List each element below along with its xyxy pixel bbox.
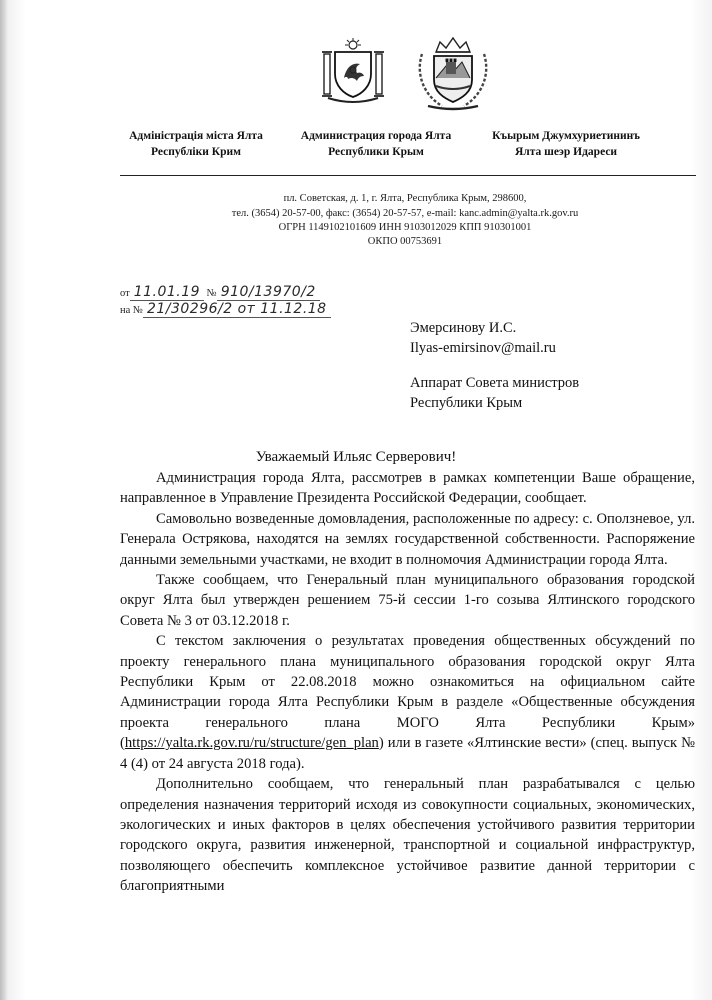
contact-okpo: ОКПО 00753691 [367, 236, 443, 247]
reg-number: 910/13970/2 [217, 284, 320, 301]
header-ukrainian-line2: Республіки Крим [151, 146, 241, 158]
header-crimean-tatar [466, 128, 666, 160]
recipient-email: Ilyas-emirsinov@mail.ru [410, 340, 556, 356]
header-russian-line2: Республики Крым [328, 146, 424, 158]
body-paragraph-5: Дополнительно сообщаем, что генеральный план разрабатывался с целью определения назначения территорий исходя из совокупности социальных, экономических, экологических и иных факторов в целях обеспечения устойчивого развития территории городского округа, развития инженерной, транспортной и социальной инфраструктур, позволяющего обеспечить комплексное устойчивое развитие данной территории с благоприятными [120, 776, 695, 895]
recipient-org-line1: Аппарат Совета министров [410, 375, 580, 391]
body-paragraph-1: Администрация города Ялта, рассмотрев в рамках компетенции Ваше обращение, направленное в Управление Президента Российской Федерации, сообщает. [120, 470, 695, 507]
header-ukrainian [96, 128, 296, 160]
reg-reply-value: 21/30296/2 от 11.12.18 [143, 301, 331, 318]
contact-address: пл. Советская, д. 1, г. Ялта, Республика Крым, 298600, [283, 193, 527, 204]
registration-line-from [120, 284, 320, 300]
header-russian [276, 128, 476, 160]
header-crimean-tatar-line1: Къырым Джумхуриетининъ [492, 130, 640, 142]
reg-reply-label: на № [120, 305, 143, 316]
greeting: Уважаемый Ильяс Серверович! [255, 449, 457, 465]
body-paragraph-3: Также сообщаем, что Генеральный план муниципального образования городской округ Ялта был утвержден решением 75-й сессии 1-го созыва Ялтинского городского Совета № 3 от 03.12.2018 г. [120, 572, 695, 629]
contact-ids: ОГРН 1149102101609 ИНН 9103012029 КПП 910301001 [278, 222, 532, 233]
crimea-coat-of-arms-icon [318, 36, 388, 106]
header-ukrainian-line1: Адміністрація міста Ялта [129, 130, 263, 142]
gen-plan-link[interactable]: https://yalta.rk.gov.ru/ru/structure/gen_plan [124, 735, 379, 752]
header-divider [120, 175, 696, 176]
yalta-coat-of-arms-icon [412, 34, 494, 112]
recipient-name: Эмерсинову И.С. [410, 320, 517, 336]
body-p4-after-link: ) или в газете «Ялтинские вести» (спец. выпуск № 4 (4) от 24 августа 2018 года). [120, 735, 695, 772]
recipient-org-line2: Республики Крым [410, 395, 523, 411]
header-crimean-tatar-line2: Ялта шеэр Идареси [514, 146, 618, 158]
reg-from-date: 11.01.19 [130, 284, 204, 301]
page-edge-shadow [0, 0, 8, 1000]
body-paragraph-4 [120, 631, 695, 774]
reg-number-label: № [206, 288, 217, 299]
registration-line-reply [120, 301, 331, 317]
letter-body [120, 468, 695, 897]
contact-phones: тел. (3654) 20-57-00, факс: (3654) 20-57-57, e-mail: kanc.admin@yalta.rk.gov.ru [231, 208, 579, 219]
body-paragraph-2: Самовольно возведенные домовладения, расположенные по адресу: с. Оползневое, ул. Генерала Острякова, находятся на землях государственной собственности. Распоряжение данными земельными участками, не входит в полномочия Администрации города Ялта. [120, 510, 695, 568]
body-p4-before-link: С текстом заключения о результатах проведения общественных обсуждений по проекту генерального плана муниципального образования городской округ Ялта Республики Крым от 22.08.2018 можно ознакомиться на официальном сайте Администрации города Ялта Республики Крым в разделе «Общественные обсуждения проекта генерального плана МОГО Ялта Республики Крым» ( [120, 633, 695, 752]
reg-from-label: от [120, 288, 130, 299]
header-russian-line1: Администрация города Ялта [300, 130, 452, 142]
